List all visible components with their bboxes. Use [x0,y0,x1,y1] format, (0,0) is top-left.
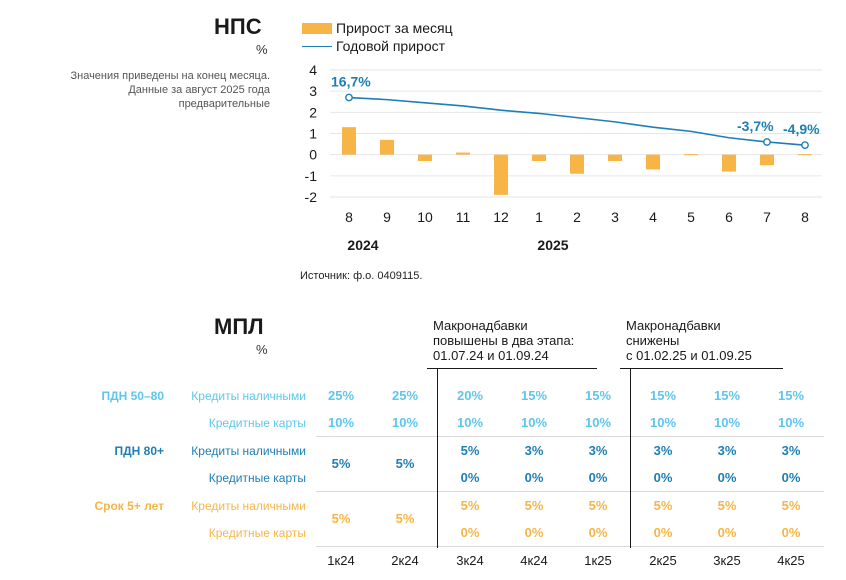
table-cell: 25% [391,388,419,403]
header-underline [427,368,597,369]
period-divider [630,368,631,548]
table-cell: 10% [713,415,741,430]
table-cell: 0% [524,525,544,540]
table-cell: 15% [584,388,612,403]
table-cell: 10% [327,415,355,430]
table-cell: 10% [456,415,484,430]
table-cell: 0% [781,470,801,485]
row-label: Кредитные карты [208,471,306,485]
table-cell: 0% [460,525,480,540]
table-cell: 0% [653,525,673,540]
table-cell: 5% [717,498,737,513]
quarter-label: 2к25 [649,553,677,568]
quarter-label: 4к24 [520,553,548,568]
x-tick-label: 3 [611,209,619,225]
row-label: Кредитные карты [208,526,306,540]
table-cell: 10% [520,415,548,430]
header-decrease-line-1: Макронадбавки [626,318,721,333]
table-cell: 0% [717,525,737,540]
table-cell: 5% [781,498,801,513]
x-tick-label: 8 [345,209,353,225]
table-cell: 5% [524,498,544,513]
y-tick-label: 4 [309,62,317,78]
quarter-label: 3к25 [713,553,741,568]
table-cell-merged: 5% [331,456,351,471]
period-divider [437,368,438,548]
x-tick-label: 11 [455,209,471,225]
table-cell: 15% [777,388,805,403]
table-cell: 3% [588,443,608,458]
legend-bar-label: Прирост за месяц [336,20,453,36]
y-tick-label: 2 [309,104,317,121]
group-label: ПДН 80+ [114,444,164,458]
chart-source: Источник: ф.о. 0409115. [300,270,423,282]
group-label: Срок 5+ лет [94,499,164,513]
table-cell-merged: 5% [395,456,415,471]
table-cell: 15% [713,388,741,403]
table-cell: 3% [524,443,544,458]
y-tick-label: -2 [304,189,317,205]
group-label: ПДН 50–80 [101,389,164,403]
y-tick-label: 0 [309,146,317,163]
legend-line-label: Годовой прирост [336,38,446,54]
table-cell: 20% [456,388,484,403]
row-label: Кредиты наличными [191,444,306,458]
data-label: 16,7% [331,73,371,90]
x-tick-label: 5 [687,209,695,225]
quarter-label: 1к24 [327,553,355,568]
table-cell-merged: 5% [331,511,351,526]
row-label: Кредитные карты [208,416,306,430]
header-decrease-line-2: снижены [626,333,680,348]
table-cell: 5% [460,443,480,458]
quarter-label: 3к24 [456,553,484,568]
y-tick-label: -1 [304,167,317,184]
table-cell: 0% [588,470,608,485]
table-cell: 5% [460,498,480,513]
header-decrease-line-3: с 01.02.25 и 01.09.25 [626,348,752,363]
year-label: 2024 [347,237,379,253]
table-cell: 3% [717,443,737,458]
x-tick-label: 8 [801,209,809,225]
x-tick-label: 6 [725,209,733,225]
table-cell: 10% [777,415,805,430]
table-cell: 3% [781,443,801,458]
header-increase-line-3: 01.07.24 и 01.09.24 [433,348,549,363]
x-tick-label: 2 [573,209,581,225]
table-cell: 10% [649,415,677,430]
table-cell: 10% [584,415,612,430]
quarter-label: 1к25 [584,553,612,568]
row-label: Кредиты наличными [191,389,306,403]
x-tick-label: 12 [493,209,509,225]
nps-title: НПС [214,14,262,39]
nps-note-line-1: Значения приведены на конец месяца. [70,70,270,82]
header-increase-line-2: повышены в два этапа: [433,333,575,348]
table-cell: 15% [649,388,677,403]
table-cell: 5% [653,498,673,513]
x-tick-label: 7 [763,209,771,225]
table-cell: 0% [717,470,737,485]
row-separator [316,546,824,547]
x-tick-label: 1 [535,209,543,225]
table-cell: 10% [391,415,419,430]
table-cell: 0% [588,525,608,540]
table-cell: 0% [524,470,544,485]
table-cell: 0% [653,470,673,485]
row-separator [316,491,824,492]
nps-unit: % [256,42,268,57]
row-label: Кредиты наличными [191,499,306,513]
header-underline [620,368,783,369]
data-label: -3,7% [737,117,774,134]
nps-note-line-3: предварительные [178,98,270,110]
quarter-label: 4к25 [777,553,805,568]
mpl-title: МПЛ [214,314,264,339]
x-tick-label: 9 [383,209,391,225]
nps-note-line-2: Данные за август 2025 года [128,84,270,96]
mpl-unit: % [256,342,268,357]
row-separator [316,436,824,437]
y-tick-label: 1 [309,125,317,142]
data-label: -4,9% [783,121,820,138]
x-tick-label: 4 [649,209,657,225]
table-cell: 15% [520,388,548,403]
header-increase-line-1: Макронадбавки [433,318,528,333]
x-tick-label: 10 [417,209,433,225]
table-cell-merged: 5% [395,511,415,526]
year-label: 2025 [537,237,569,253]
table-cell: 25% [327,388,355,403]
table-cell: 0% [781,525,801,540]
table-cell: 3% [653,443,673,458]
table-cell: 5% [588,498,608,513]
table-cell: 0% [460,470,480,485]
quarter-label: 2к24 [391,553,419,568]
y-tick-label: 3 [309,83,317,100]
